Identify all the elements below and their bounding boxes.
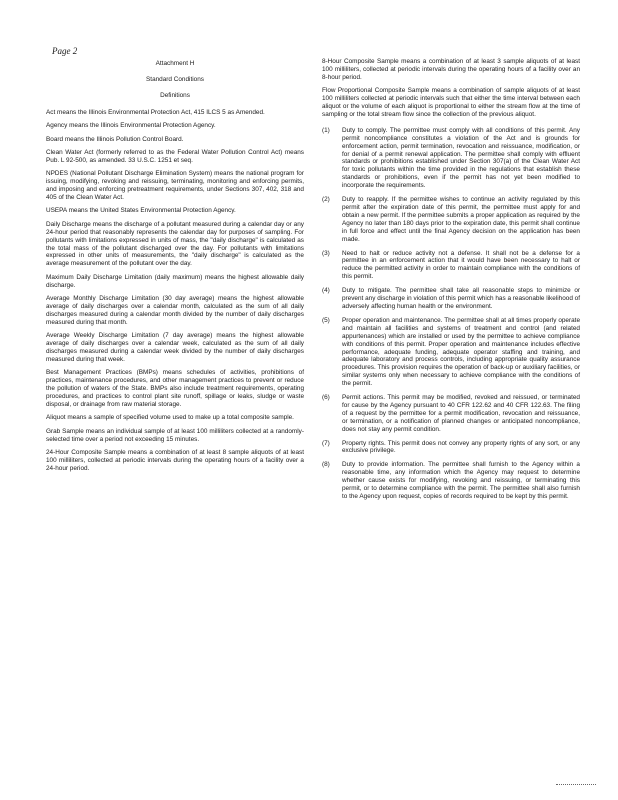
definition-8-hour-composite: 8-Hour Composite Sample means a combination of at least 3 sample aliquots of at least 100 milliliters, collected at periodic intervals during the operating hours of a facility over an 8-hour period. [322, 58, 580, 81]
condition-number: (6) [322, 394, 330, 402]
condition-number: (4) [322, 287, 330, 295]
definition-24-hour-composite: 24-Hour Composite Sample means a combination of at least 8 sample aliquots of at least 100 milliliters, collected at periodic intervals during the operating hours of a facility over a 24-hour period. [46, 449, 304, 472]
condition-item [322, 394, 580, 434]
condition-text: Need to halt or reduce activity not a defense. It shall not be a defense for a permittee in an enforcement action that it would have been necessary to halt or reduce the permitted activity in order to maintain compliance with the conditions of this permit. [342, 249, 580, 281]
condition-number: (8) [322, 461, 330, 469]
condition-text: Duty to reapply. If the permittee wishes to continue an activity regulated by this permit after the expiration date of this permit, the permittee must apply for and obtain a new permit. If the permittee submits a proper application as required by the Agency no later than 180 days prior to the expiration date, this permit shall continue in full force and effect until the final Agency decision on the application has been made. [342, 196, 580, 243]
standard-conditions-heading: Standard Conditions [146, 75, 204, 83]
scan-mark [556, 784, 596, 786]
page-label: Page 2 [52, 46, 78, 56]
definition-clean-water-act: Clean Water Act (formerly referred to as the Federal Water Pollution Control Act) means Pub. L 92-500, as amended. 33 U.S.C. 1251 et seq. [46, 148, 304, 164]
definition-npdes: NPDES (National Pollutant Discharge Elimination System) means the national program for issuing, modifying, revoking and reissuing, terminating, monitoring and enforcing permits, and imposing and enforcing pretreatment requirements, under Sections 307, 402, 318 and 405 of the Clean Water Act. [46, 170, 304, 201]
condition-text: Permit actions. This permit may be modified, revoked and reissued, or terminated for cause by the Agency pursuant to 40 CFR 122.62 and 40 CFR 122.63. The filing of a request by the permittee for a permit modification, revocation and reissuance, or termination, or a notification of planned changes or anticipated noncompliance, does not stay any permit condition. [342, 394, 580, 433]
condition-item [322, 250, 580, 282]
condition-number: (1) [322, 126, 330, 134]
condition-number: (7) [322, 439, 330, 447]
definition-usepa: USEPA means the United States Environmental Protection Agency. [46, 207, 236, 215]
condition-item [322, 196, 580, 243]
definition-aliquot: Aliquot means a sample of specified volume used to make up a total composite sample. [46, 414, 294, 422]
right-column [322, 58, 580, 507]
definition-act: Act means the Illinois Environmental Protection Act, 415 ILCS 5 as Amended. [46, 108, 265, 116]
definitions-heading: Definitions [160, 91, 190, 99]
definition-flow-proportional: Flow Proportional Composite Sample means a combination of sample aliquots of at least 100 milliliters collected at periodic intervals such that either the time interval between each aliquot or the volume of each aliquot is proportional to either the stream flow at the time of sampling or the total stream flow since the collection of the previous aliquot. [322, 87, 580, 118]
condition-text: Duty to provide information. The permittee shall furnish to the Agency within a reasonable time, any information which the Agency may request to determine whether cause exists for modifying, revoking and reissuing, or terminating this permit, or to determine compliance with the permit. The permittee shall also furnish to the Agency upon request, copies of records required to be kept by this permit. [342, 461, 580, 500]
definition-maximum-daily: Maximum Daily Discharge Limitation (daily maximum) means the highest allowable daily discharge. [46, 273, 304, 289]
condition-number: (2) [322, 196, 330, 204]
definition-average-weekly: Average Weekly Discharge Limitation (7 day average) means the highest allowable average of daily discharges over a calendar week, calculated as the sum of all daily discharges measured during a calendar week divided by the number of daily discharges measured during that week. [46, 332, 304, 363]
condition-text: Duty to comply. The permittee must comply with all conditions of this permit. Any permit noncompliance constitutes a violation of the Act and is grounds for enforcement action, permit termination, revocation and reissuance, modification, or for denial of a permit renewal application. The permittee shall comply with effluent standards or prohibitions established under Section 307(a) of the Clean Water Act for toxic pollutants within the time provided in the regulations that establish these standards or prohibitions, even if the permit has not yet been modified to incorporate the requirements. [342, 126, 580, 190]
left-column [46, 58, 304, 478]
attachment-title: Attachment H [155, 60, 195, 67]
condition-item [322, 287, 580, 311]
definition-average-monthly: Average Monthly Discharge Limitation (30 day average) means the highest allowable average of daily discharges over a calendar month, calculated as the sum of all daily discharges measured during a calendar month divided by the number of daily discharges measured during that month. [46, 295, 304, 326]
condition-text: Property rights. This permit does not convey any property rights of any sort, or any exclusive privilege. [342, 439, 580, 455]
condition-item [322, 440, 580, 456]
condition-item [322, 317, 580, 388]
definition-grab-sample: Grab Sample means an individual sample of at least 100 milliliters collected at a randomly-selected time over a period not exceeding 15 minutes. [46, 427, 304, 443]
definition-agency: Agency means the Illinois Environmental Protection Agency. [46, 122, 216, 130]
condition-number: (5) [322, 316, 330, 324]
condition-text: Proper operation and maintenance. The permittee shall at all times properly operate and maintain all facilities and systems of treatment and control (and related appurtenances) which are installed or used by the permittee to achieve compliance with conditions of this permit. Proper operation and maintenance includes effective performance, adequate funding, adequate operator staffing and training, and adequate laboratory and process controls, including appropriate quality assurance procedures. This provision requires the operation of back-up or auxiliary facilities, or similar systems only when necessary to achieve compliance with the conditions of the permit. [342, 316, 580, 388]
condition-number: (3) [322, 249, 330, 257]
condition-item [322, 461, 580, 501]
condition-text: Duty to mitigate. The permittee shall take all reasonable steps to minimize or prevent any discharge in violation of this permit which has a reasonable likelihood of adversely affecting human health or the environment. [342, 287, 580, 310]
condition-item [322, 127, 580, 190]
definition-daily-discharge: Daily Discharge means the discharge of a pollutant measured during a calendar day or any 24-hour period that reasonably represents the calendar day for purposes of sampling. For pollutants with limitations expressed in units of mass, the "daily discharge" is calculated as the total mass of the pollutant discharged over the day. For pollutants with limitations expressed in other units of measurements, the "daily discharge" is calculated as the average measurement of the pollutant over the day. [46, 220, 304, 268]
definition-board: Board means the Illinois Pollution Control Board. [46, 135, 184, 143]
definition-bmps: Best Management Practices (BMPs) means schedules of activities, prohibitions of practices, maintenance procedures, and other management practices to prevent or reduce the pollution of waters of the State. BMPs also include treatment requirements, operating procedures, and practices to control plant site runoff, spillage or leaks, sludge or waste disposal, or drainage from raw material storage. [46, 369, 304, 408]
